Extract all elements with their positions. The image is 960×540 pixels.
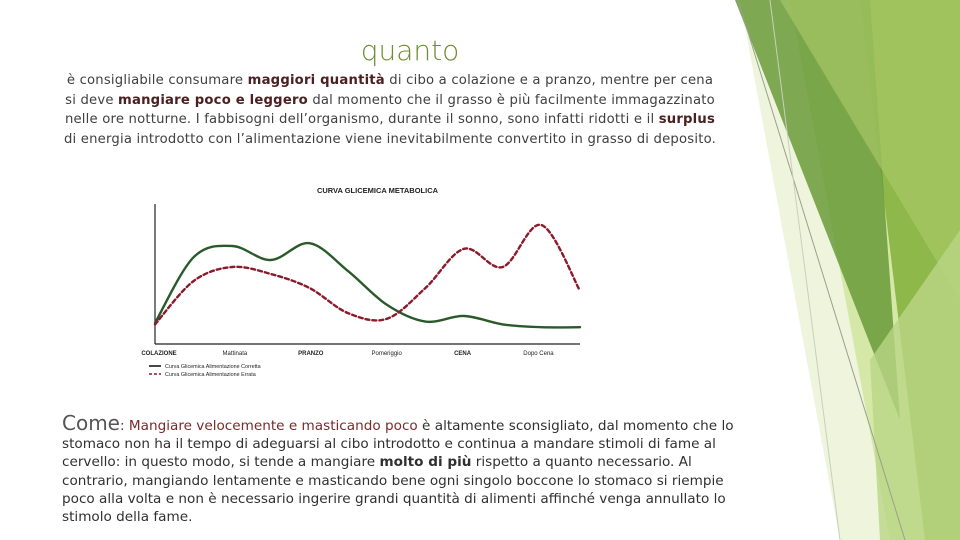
- intro-text: di energia introdotto con l’alimentazione viene inevitabilmente convertito in grasso di deposito.: [63, 131, 716, 147]
- x-tick-label: Mattinata: [222, 351, 248, 357]
- legend-label: Curva Glicemica Alimentazione Corretta: [165, 364, 261, 370]
- series-line-wrong: [155, 225, 580, 325]
- x-tick-label: COLAZIONE: [141, 351, 177, 357]
- come-colon: :: [120, 418, 129, 434]
- series-line-correct: [155, 243, 580, 327]
- legend-label: Curva Glicemica Alimentazione Errata: [165, 372, 256, 378]
- x-tick-label: CENA: [454, 351, 472, 357]
- come-text: rispetto a quanto necessario. Al contrario, mangiando lentamente e masticando bene ogni singolo boccone lo stomaco si riempie poco alla volta e non è necessario ingerire grandi quantità di alimenti affinché venga annullato lo stimolo della fame.: [62, 454, 726, 526]
- intro-text: di cibo a colazione e a pranzo, mentre per cena si deve: [65, 73, 714, 108]
- intro-text: dal momento che il grasso è più facilmente immagazzinato nelle ore notturne. I fabbisogni dell’organismo, durante il sonno, sono infatti ridotti e il: [64, 92, 715, 128]
- x-tick-label: Pomeriggio: [371, 351, 402, 357]
- intro-paragraph: [60, 71, 720, 149]
- intro-emphasis: surplus: [658, 112, 716, 128]
- chart-title: CURVA GLICEMICA METABOLICA: [316, 186, 439, 195]
- come-text: è altamente sconsigliato, dal momento che lo stomaco non ha il tempo di adeguarsi al cibo introdotto e continua a mandare stimoli di fame al cervello: in questo modo, si tende a mangiare: [62, 418, 734, 471]
- x-tick-label: Dopo Cena: [523, 351, 554, 357]
- glycemic-curve-chart: [125, 182, 595, 392]
- come-lead: Come: [62, 411, 120, 435]
- come-emphasis-bold: molto di più: [379, 454, 472, 471]
- slide-title: quanto: [360, 34, 460, 67]
- come-paragraph: [62, 411, 734, 526]
- intro-emphasis: maggiori quantità: [247, 73, 385, 88]
- x-tick-label: PRANZO: [298, 351, 324, 357]
- come-emphasis: Mangiare velocemente e masticando poco: [128, 418, 418, 434]
- intro-text: è consigliabile consumare: [66, 73, 248, 88]
- intro-emphasis: mangiare poco e leggero: [118, 92, 308, 108]
